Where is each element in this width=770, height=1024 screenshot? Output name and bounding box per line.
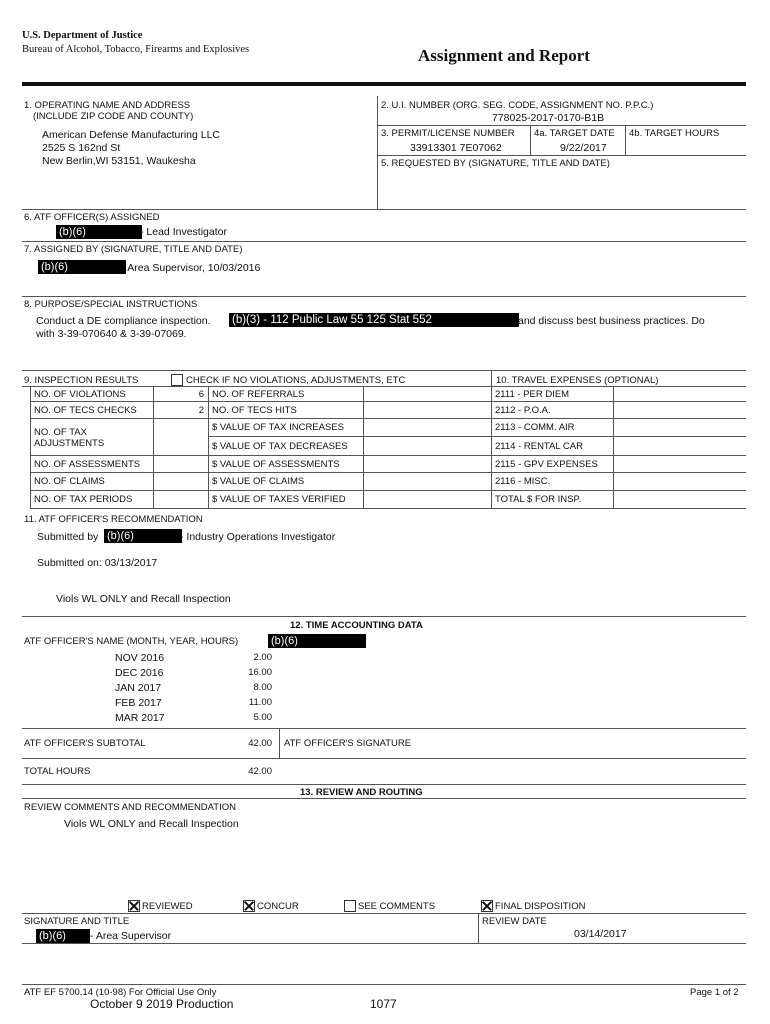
divider bbox=[22, 370, 746, 371]
recommendation-note: Viols WL ONLY and Recall Inspection bbox=[56, 593, 231, 605]
review-comments-label: REVIEW COMMENTS AND RECOMMENDATION bbox=[24, 802, 236, 813]
assessments-value-label: $ VALUE OF ASSESSMENTS bbox=[212, 459, 340, 470]
divider bbox=[22, 798, 746, 799]
claims-value-label: $ VALUE OF CLAIMS bbox=[212, 476, 305, 487]
redacted-submitter: (b)(6) bbox=[104, 529, 182, 543]
redacted-officer: (b)(6) bbox=[56, 225, 142, 239]
divider bbox=[377, 125, 746, 126]
redacted-assigner: (b)(6) bbox=[38, 260, 126, 274]
address-city: New Berlin,WI 53151, Waukesha bbox=[42, 155, 196, 167]
travel-total: TOTAL $ FOR INSP. bbox=[495, 494, 582, 505]
subtotal-label: ATF OFFICER'S SUBTOTAL bbox=[24, 738, 146, 749]
grid-line bbox=[30, 472, 746, 473]
hours-value: 11.00 bbox=[248, 697, 272, 708]
grid-line bbox=[30, 401, 746, 402]
travel-poa: 2112 - P.O.A. bbox=[495, 405, 551, 416]
no-violations-checkbox[interactable] bbox=[171, 374, 183, 386]
tecs-checks-label: NO. OF TECS CHECKS bbox=[34, 405, 137, 416]
violations-label: NO. OF VIOLATIONS bbox=[34, 389, 126, 400]
redacted-officer-name: (b)(6) bbox=[268, 634, 366, 648]
form-number: ATF EF 5700.14 (10-98) For Official Use Only bbox=[24, 987, 217, 998]
divider bbox=[22, 784, 746, 785]
tax-periods-label: NO. OF TAX PERIODS bbox=[34, 494, 133, 505]
submitter-role: - Industry Operations Investigator bbox=[180, 531, 336, 543]
s9-label: 9. INSPECTION RESULTS bbox=[24, 375, 139, 386]
see-comments-checkbox[interactable] bbox=[344, 900, 356, 912]
instructions-text: Conduct a DE compliance inspection. bbox=[36, 315, 211, 327]
ui-number: 778025-2017-0170-B1B bbox=[492, 112, 605, 124]
month-row: FEB 2017 bbox=[115, 697, 162, 709]
review-date-label: REVIEW DATE bbox=[482, 916, 547, 927]
divider bbox=[22, 209, 746, 210]
officer-role: - Lead Investigator bbox=[140, 226, 227, 238]
assigned-by: , Area Supervisor, 10/03/2016 bbox=[122, 262, 261, 274]
submitted-by-label: Submitted by bbox=[37, 531, 99, 543]
travel-comm-air: 2113 - COMM. AIR bbox=[495, 422, 575, 433]
grid-line bbox=[208, 436, 746, 437]
total-hours-label: TOTAL HOURS bbox=[24, 766, 91, 777]
form-title: Assignment and Report bbox=[418, 46, 590, 65]
tax-increases-label: $ VALUE OF TAX INCREASES bbox=[212, 422, 344, 433]
s5-label: 5. REQUESTED BY (SIGNATURE, TITLE AND DATE) bbox=[381, 158, 610, 169]
grid-line bbox=[30, 418, 746, 419]
s3-label: 3. PERMIT/LICENSE NUMBER bbox=[381, 128, 515, 139]
divider bbox=[22, 386, 746, 387]
grid-line bbox=[30, 455, 746, 456]
divider bbox=[22, 943, 746, 944]
hours-value: 2.00 bbox=[253, 652, 272, 663]
s2-label: 2. U.I. NUMBER (ORG. SEG. CODE, ASSIGNMENT NO. P.P.C.) bbox=[381, 100, 654, 111]
reviewed-label: REVIEWED bbox=[142, 901, 193, 912]
s1-sublabel: (INCLUDE ZIP CODE AND COUNTY) bbox=[33, 111, 194, 122]
tecs-checks-value: 2 bbox=[198, 405, 204, 416]
grid-line bbox=[30, 508, 746, 509]
redacted-reviewer: (b)(6) bbox=[36, 929, 90, 943]
no-violations-label: CHECK IF NO VIOLATIONS, ADJUSTMENTS, ETC bbox=[186, 375, 406, 386]
s1-label: 1. OPERATING NAME AND ADDRESS bbox=[24, 100, 191, 111]
divider bbox=[625, 125, 626, 155]
divider bbox=[22, 728, 746, 729]
final-disposition-checkbox[interactable] bbox=[481, 900, 493, 912]
divider bbox=[279, 728, 280, 758]
final-disposition-label: FINAL DISPOSITION bbox=[495, 901, 586, 912]
officer-name-label: ATF OFFICER'S NAME (MONTH, YEAR, HOURS) bbox=[24, 636, 239, 647]
tax-adjust-label-2: ADJUSTMENTS bbox=[34, 438, 105, 449]
divider bbox=[22, 296, 746, 297]
operating-name: American Defense Manufacturing LLC bbox=[42, 129, 221, 141]
divider bbox=[478, 913, 479, 943]
reviewer-role: - Area Supervisor bbox=[90, 930, 172, 942]
s7-label: 7. ASSIGNED BY (SIGNATURE, TITLE AND DATE) bbox=[24, 244, 243, 255]
subtotal-value: 42.00 bbox=[248, 738, 272, 749]
taxes-verified-label: $ VALUE OF TAXES VERIFIED bbox=[212, 494, 346, 505]
s11-label: 11. ATF OFFICER'S RECOMMENDATION bbox=[24, 514, 203, 525]
signature-title-label: SIGNATURE AND TITLE bbox=[24, 916, 130, 927]
redacted-law: (b)(3) - 112 Public Law 55 125 Stat 552 bbox=[229, 313, 519, 327]
grid-line bbox=[491, 370, 492, 508]
instructions-text-3: with 3-39-070640 & 3-39-07069. bbox=[36, 328, 187, 340]
tecs-hits-label: NO. OF TECS HITS bbox=[212, 405, 297, 416]
total-hours-value: 42.00 bbox=[248, 766, 272, 777]
page-number: Page 1 of 2 bbox=[690, 987, 739, 998]
divider bbox=[22, 616, 746, 617]
bates-number: 1077 bbox=[370, 997, 397, 1011]
concur-label: CONCUR bbox=[257, 901, 299, 912]
address-street: 2525 S 162nd St bbox=[42, 142, 121, 154]
review-date: 03/14/2017 bbox=[574, 928, 627, 940]
grid-line bbox=[30, 490, 746, 491]
divider bbox=[377, 155, 746, 156]
travel-misc: 2116 - MISC. bbox=[495, 476, 551, 487]
signature-label: ATF OFFICER'S SIGNATURE bbox=[284, 738, 412, 749]
production-stamp: October 9 2019 Production bbox=[90, 997, 234, 1011]
reviewed-checkbox[interactable] bbox=[128, 900, 140, 912]
assessments-label: NO. OF ASSESSMENTS bbox=[34, 459, 141, 470]
s4a-label: 4a. TARGET DATE bbox=[534, 128, 615, 139]
bureau-name: Bureau of Alcohol, Tobacco, Firearms and Explosives bbox=[22, 44, 250, 55]
s10-label: 10. TRAVEL EXPENSES (OPTIONAL) bbox=[496, 375, 659, 386]
divider bbox=[22, 758, 746, 759]
divider bbox=[22, 913, 746, 914]
s6-label: 6. ATF OFFICER(S) ASSIGNED bbox=[24, 212, 160, 223]
month-row: MAR 2017 bbox=[115, 712, 165, 724]
department-name: U.S. Department of Justice bbox=[22, 30, 143, 41]
s12-label: 12. TIME ACCOUNTING DATA bbox=[290, 620, 423, 631]
travel-gpv: 2115 - GPV EXPENSES bbox=[495, 459, 598, 470]
hours-value: 8.00 bbox=[253, 682, 272, 693]
month-row: NOV 2016 bbox=[115, 652, 165, 664]
divider bbox=[377, 96, 378, 209]
license-number: 33913301 7E07062 bbox=[410, 142, 502, 154]
tax-decreases-label: $ VALUE OF TAX DECREASES bbox=[212, 441, 348, 452]
travel-rental-car: 2114 - RENTAL CAR bbox=[495, 441, 583, 452]
instructions-text-2: and discuss best business practices. Do bbox=[518, 315, 705, 327]
s8-label: 8. PURPOSE/SPECIAL INSTRUCTIONS bbox=[24, 299, 198, 310]
divider bbox=[530, 125, 531, 155]
divider bbox=[22, 241, 746, 242]
travel-per-diem: 2111 - PER DIEM bbox=[495, 389, 570, 400]
see-comments-label: SEE COMMENTS bbox=[358, 901, 436, 912]
s4b-label: 4b. TARGET HOURS bbox=[629, 128, 720, 139]
s13-label: 13. REVIEW AND ROUTING bbox=[300, 787, 423, 798]
hours-value: 5.00 bbox=[253, 712, 272, 723]
violations-value: 6 bbox=[198, 389, 204, 400]
referrals-label: NO. OF REFERRALS bbox=[212, 389, 305, 400]
claims-label: NO. OF CLAIMS bbox=[34, 476, 105, 487]
month-row: DEC 2016 bbox=[115, 667, 164, 679]
review-comments: Viols WL ONLY and Recall Inspection bbox=[64, 818, 239, 830]
tax-adjust-label: NO. OF TAX bbox=[34, 427, 87, 438]
month-row: JAN 2017 bbox=[115, 682, 162, 694]
hours-value: 16.00 bbox=[248, 667, 272, 678]
submitted-on: Submitted on: 03/13/2017 bbox=[37, 557, 158, 569]
target-date: 9/22/2017 bbox=[560, 142, 607, 154]
header-rule bbox=[22, 82, 746, 86]
concur-checkbox[interactable] bbox=[243, 900, 255, 912]
footer-rule bbox=[22, 984, 746, 985]
